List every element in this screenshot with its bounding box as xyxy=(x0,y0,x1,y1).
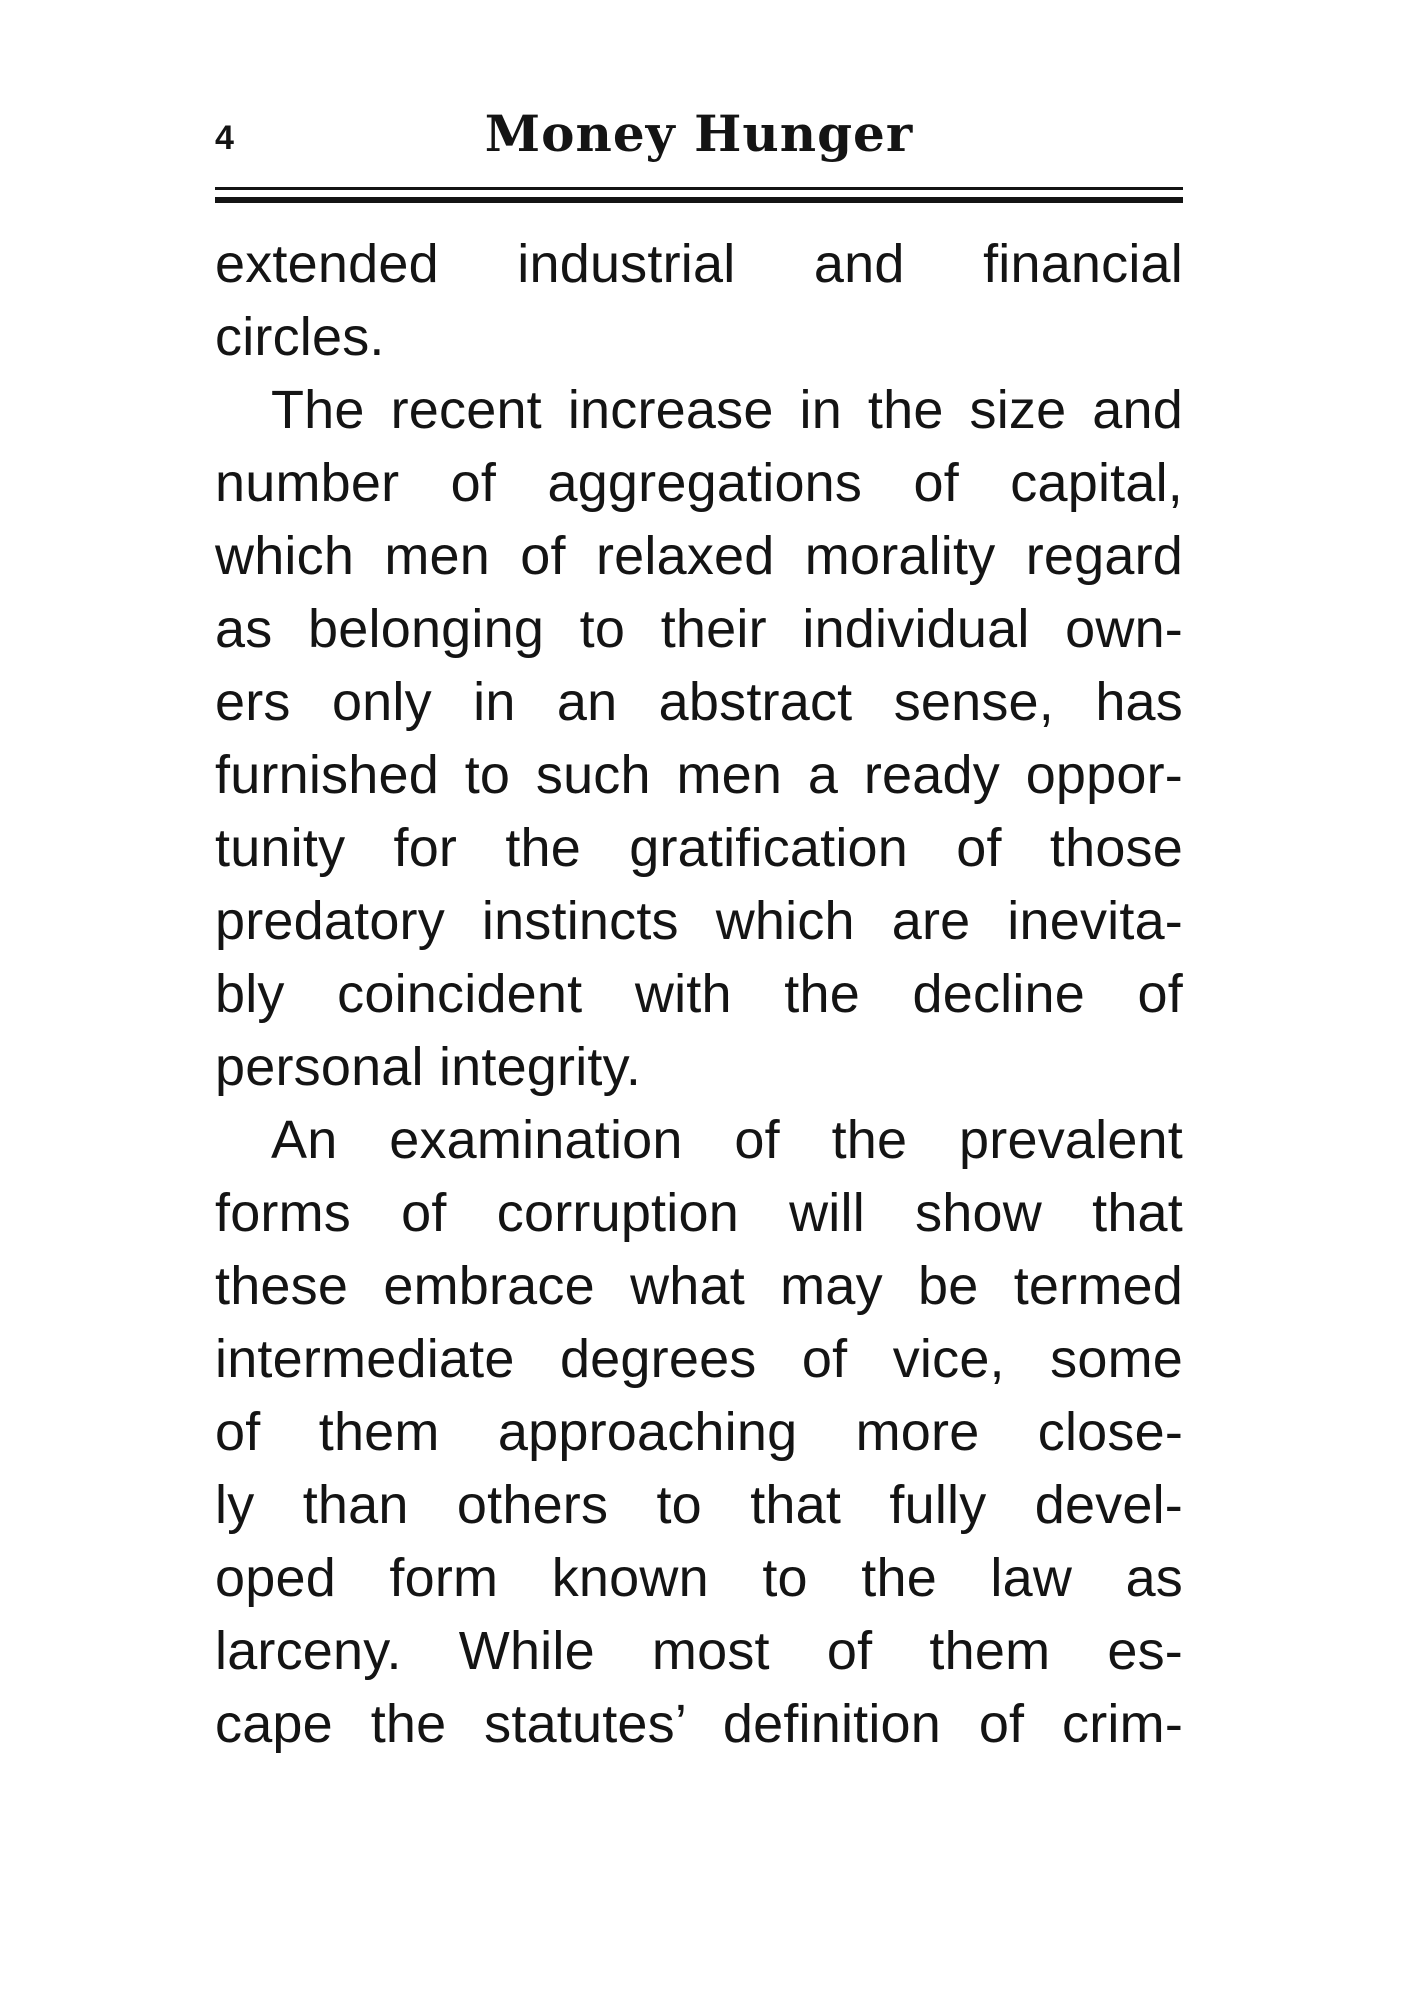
text-line: personal integrity. xyxy=(215,1037,642,1097)
text-line: forms of corruption will show that xyxy=(215,1183,1183,1243)
text-line: intermediate degrees of vice, some xyxy=(215,1329,1183,1389)
text-line: tunity for the gratification of those xyxy=(215,818,1183,878)
text-line: The recent increase in the size and xyxy=(271,380,1183,440)
text-line: as belonging to their individual own- xyxy=(215,599,1183,659)
text-line: oped form known to the law as xyxy=(215,1548,1183,1608)
running-head xyxy=(215,100,1183,170)
text-line: which men of relaxed morality regard xyxy=(215,526,1183,586)
text-line: An examination of the prevalent xyxy=(271,1110,1183,1170)
text-line: these embrace what may be termed xyxy=(215,1256,1183,1316)
header-rule-thick xyxy=(215,197,1183,203)
body-text xyxy=(215,228,1183,1761)
text-line: number of aggregations of capital, xyxy=(215,453,1183,513)
page-number: 4 xyxy=(215,119,234,157)
header-rule-thin xyxy=(215,187,1183,190)
text-line: of them approaching more close- xyxy=(215,1402,1183,1462)
running-title: Money Hunger xyxy=(484,104,914,163)
text-line: cape the statutes’ definition of crim- xyxy=(215,1694,1183,1754)
text-line: circles. xyxy=(215,307,385,367)
text-line: furnished to such men a ready oppor- xyxy=(215,745,1183,805)
text-line: bly coincident with the decline of xyxy=(215,964,1183,1024)
text-line: extended industrial and financial xyxy=(215,234,1183,294)
text-line: ly than others to that fully devel- xyxy=(215,1475,1183,1535)
text-line: predatory instincts which are inevita- xyxy=(215,891,1183,951)
text-line: larceny. While most of them es- xyxy=(215,1621,1183,1681)
text-line: ers only in an abstract sense, has xyxy=(215,672,1183,732)
